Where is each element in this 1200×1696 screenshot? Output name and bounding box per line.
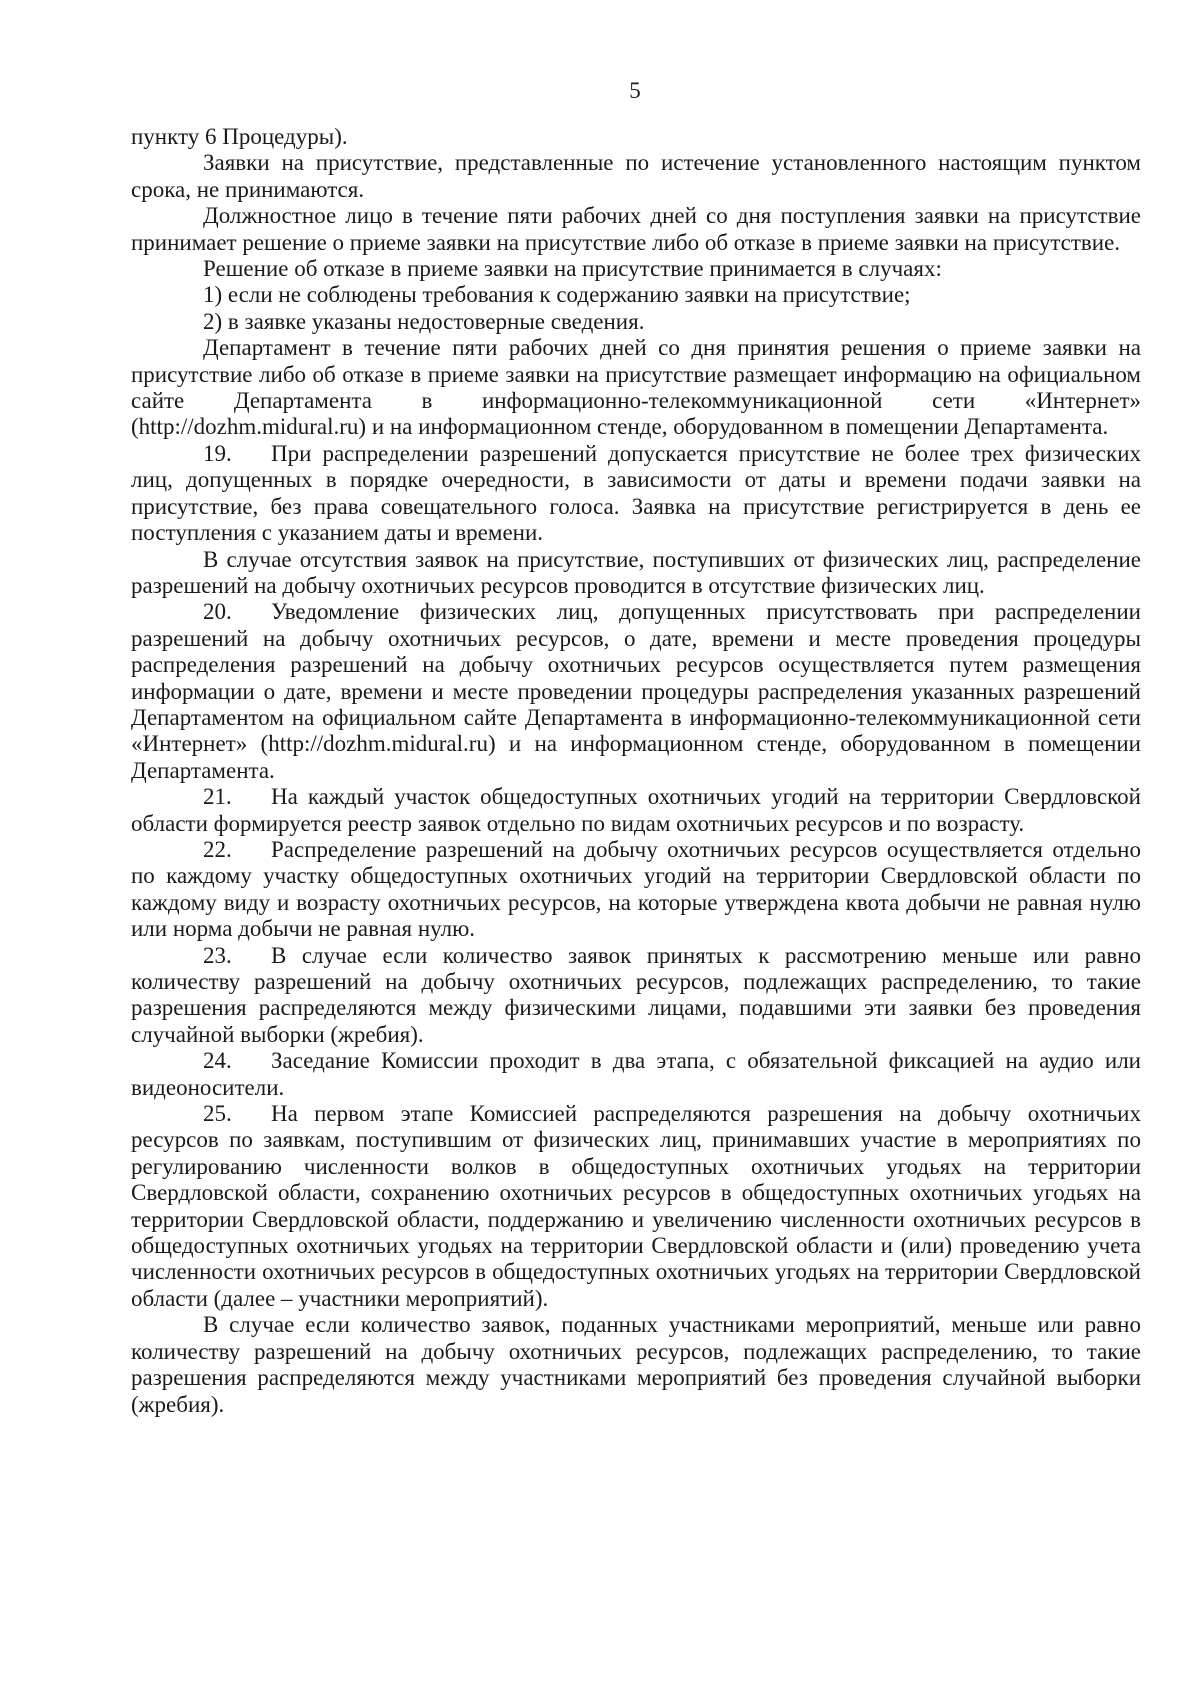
paragraph-text: 2) в заявке указаны недостоверные сведения. — [203, 308, 645, 334]
paragraph — [131, 150, 1141, 203]
paragraph-text: Заседание Комиссии проходит в два этапа, с обязательной фиксацией на аудио или видеоносители. — [131, 1048, 1141, 1100]
numbered-clause — [131, 1048, 1141, 1101]
paragraph-text: В случае отсутствия заявок на присутствие, поступивших от физических лиц, распределение разрешений на добычу охотничьих ресурсов проводится в отсутствие физических лиц. — [131, 546, 1141, 598]
clause-number: 21. — [203, 784, 232, 810]
numbered-clause — [131, 784, 1141, 837]
paragraph-text: Должностное лицо в течение пяти рабочих дней со дня поступления заявки на присутствие принимает решение о приеме заявки на присутствие либо об отказе в приеме заявки на присутствие. — [131, 203, 1141, 255]
paragraph-text: Заявки на присутствие, представленные по истечение установленного настоящим пунктом срока, не принимаются. — [131, 150, 1141, 202]
paragraph — [131, 1312, 1141, 1418]
list-item — [131, 309, 1141, 335]
paragraph-text: При распределении разрешений допускается присутствие не более трех физических лиц, допущенных в порядке очередности, в зависимости от даты и времени подачи заявки на присутствие, без права совещательного голоса. Заявка на присутствие регистрируется в день ее поступления с указанием даты и времени. — [131, 440, 1141, 546]
page-number: 5 — [629, 78, 641, 103]
paragraph — [131, 124, 1141, 150]
paragraph — [131, 335, 1141, 441]
paragraph — [131, 203, 1141, 256]
clause-number: 23. — [203, 942, 232, 968]
document-body — [131, 124, 1141, 1418]
clause-number: 22. — [203, 836, 232, 862]
paragraph-text: На каждый участок общедоступных охотничьих угодий на территории Свердловской области формируется реестр заявок отдельно по видам охотничьих ресурсов и по возрасту. — [131, 784, 1141, 836]
clause-number: 24. — [203, 1048, 232, 1074]
paragraph-text: Уведомление физических лиц, допущенных присутствовать при распределении разрешений на добычу охотничьих ресурсов, о дате, времени и месте проведения процедуры распределения разрешений на добычу охотничьих ресурсов осуществляется путем размещения информации о дате, времени и месте проведении процедуры распределения указанных разрешений Департаментом на официальном сайте Департамента в информационно-телекоммуникационной сети «Интернет» (http://dozhm.midural.ru) и на информационном стенде, оборудованном в помещении Департамента. — [131, 599, 1141, 783]
list-item — [131, 282, 1141, 308]
paragraph-text: Распределение разрешений на добычу охотничьих ресурсов осуществляется отдельно по каждому участку общедоступных охотничьих угодий на территории Свердловской области по каждому виду и возрасту охотничьих ресурсов, на которые утверждена квота добычи не равная нулю или норма добычи не равная нулю. — [131, 836, 1141, 942]
numbered-clause — [131, 837, 1141, 943]
numbered-clause — [131, 1101, 1141, 1312]
paragraph-text: Решение об отказе в приеме заявки на присутствие принимается в случаях: — [203, 256, 942, 282]
clause-number: 20. — [203, 599, 232, 625]
paragraph-text: пункту 6 Процедуры). — [131, 124, 348, 149]
paragraph — [131, 256, 1141, 282]
paragraph — [131, 547, 1141, 600]
numbered-clause — [131, 943, 1141, 1049]
clause-number: 19. — [203, 440, 232, 466]
paragraph-text: В случае если количество заявок, поданных участниками мероприятий, меньше или равно количеству разрешений на добычу охотничьих ресурсов, подлежащих распределению, то такие разрешения распределяются между участниками мероприятий без проведения случайной выборки (жребия). — [131, 1312, 1141, 1417]
numbered-clause — [131, 599, 1141, 784]
paragraph-text: На первом этапе Комиссией распределяются разрешения на добычу охотничьих ресурсов по заявкам, поступившим от физических лиц, принимавших участие в мероприятиях по регулированию численности волков в общедоступных охотничьих угодьях на территории Свердловской области, сохранению охотничьих ресурсов в общедоступных охотничьих угодьях на территории Свердловской области, поддержанию и увеличению численности охотничьих ресурсов в общедоступных охотничьих угодьях на территории Свердловской области и (или) проведению учета численности охотничьих ресурсов в общедоступных охотничьих угодьях на территории Свердловской области (далее – участники мероприятий). — [131, 1101, 1141, 1311]
paragraph-text: 1) если не соблюдены требования к содержанию заявки на присутствие; — [203, 282, 911, 308]
paragraph-text: Департамент в течение пяти рабочих дней со дня принятия решения о приеме заявки на присутствие либо об отказе в приеме заявки на присутствие размещает информацию на официальном сайте Департамента в информационно-телекоммуникационной сети «Интернет» (http://dozhm.midural.ru) и на информационном стенде, оборудованном в помещении Департамента. — [131, 335, 1141, 440]
paragraph-text: В случае если количество заявок принятых к рассмотрению меньше или равно количеству разрешений на добычу охотничьих ресурсов, подлежащих распределению, то такие разрешения распределяются между физическими лицами, подавшими эти заявки без проведения случайной выборки (жребия). — [131, 942, 1141, 1047]
clause-number: 25. — [203, 1101, 232, 1127]
numbered-clause — [131, 441, 1141, 547]
